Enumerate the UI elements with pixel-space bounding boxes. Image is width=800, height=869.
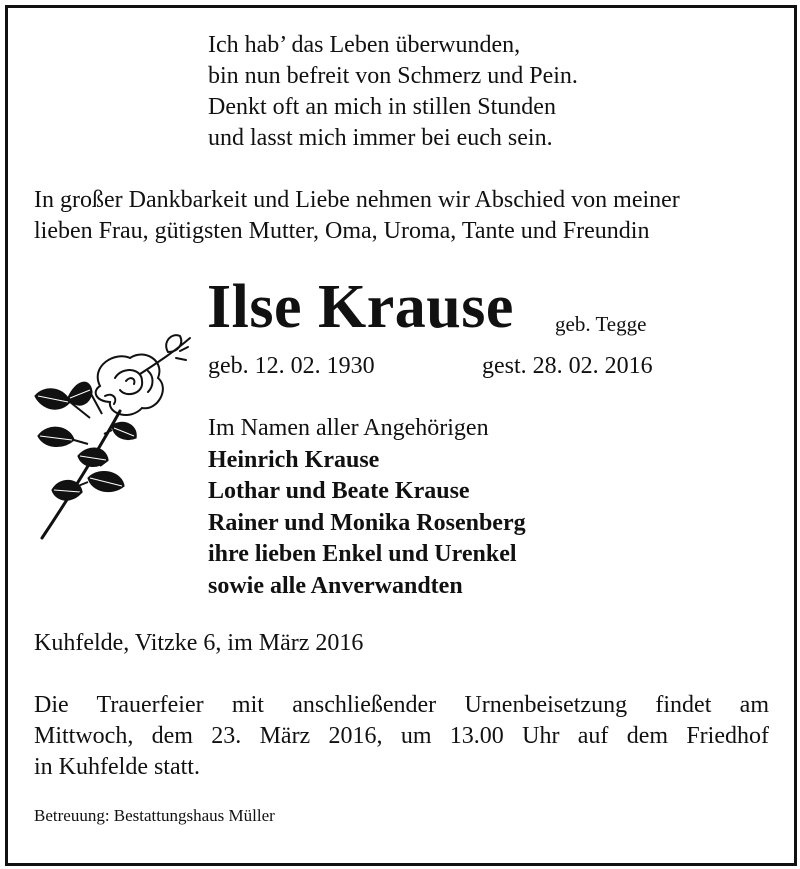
intro-line: lieben Frau, gütigsten Mutter, Oma, Uroma, Tante und Freundin — [34, 218, 650, 244]
poem-line: Ich hab’ das Leben überwunden, — [208, 32, 521, 58]
intro-line: In großer Dankbarkeit und Liebe nehmen wir Abschied von meiner — [34, 187, 680, 213]
mourner-name: Heinrich Krause — [208, 446, 380, 473]
birth-date: geb. 12. 02. 1930 — [208, 353, 375, 379]
poem-line: und lasst mich immer bei euch sein. — [208, 125, 553, 151]
rose-icon — [30, 326, 200, 542]
poem — [208, 30, 578, 154]
place-date: Kuhfelde, Vitzke 6, im März 2016 — [34, 630, 364, 656]
mourner-name: Lothar und Beate Krause — [208, 478, 470, 504]
deceased-name: Ilse Krause — [207, 273, 514, 341]
poem-line: Denkt oft an mich in stillen Stunden — [208, 94, 556, 120]
death-date: gest. 28. 02. 2016 — [482, 353, 653, 379]
maiden-name: geb. Tegge — [555, 312, 647, 336]
funeral-info — [34, 690, 769, 783]
mourners-block — [208, 413, 526, 602]
mourners-intro: Im Namen aller Angehörigen — [208, 415, 489, 441]
funeral-line: in Kuhfelde statt. — [34, 754, 200, 780]
intro-text — [34, 185, 680, 247]
funeral-line: Mittwoch, dem 23. März 2016, um 13.00 Uhr auf dem Friedhof — [34, 723, 769, 749]
funeral-home: Betreuung: Bestattungshaus Müller — [34, 806, 275, 825]
mourner-name: sowie alle Anverwandten — [208, 572, 463, 599]
funeral-line: Die Trauerfeier mit anschließender Urnenbeisetzung findet am — [34, 692, 769, 718]
mourner-name: Rainer und Monika Rosenberg — [208, 509, 526, 536]
mourner-name: ihre lieben Enkel und Urenkel — [208, 541, 517, 567]
poem-line: bin nun befreit von Schmerz und Pein. — [208, 63, 578, 89]
